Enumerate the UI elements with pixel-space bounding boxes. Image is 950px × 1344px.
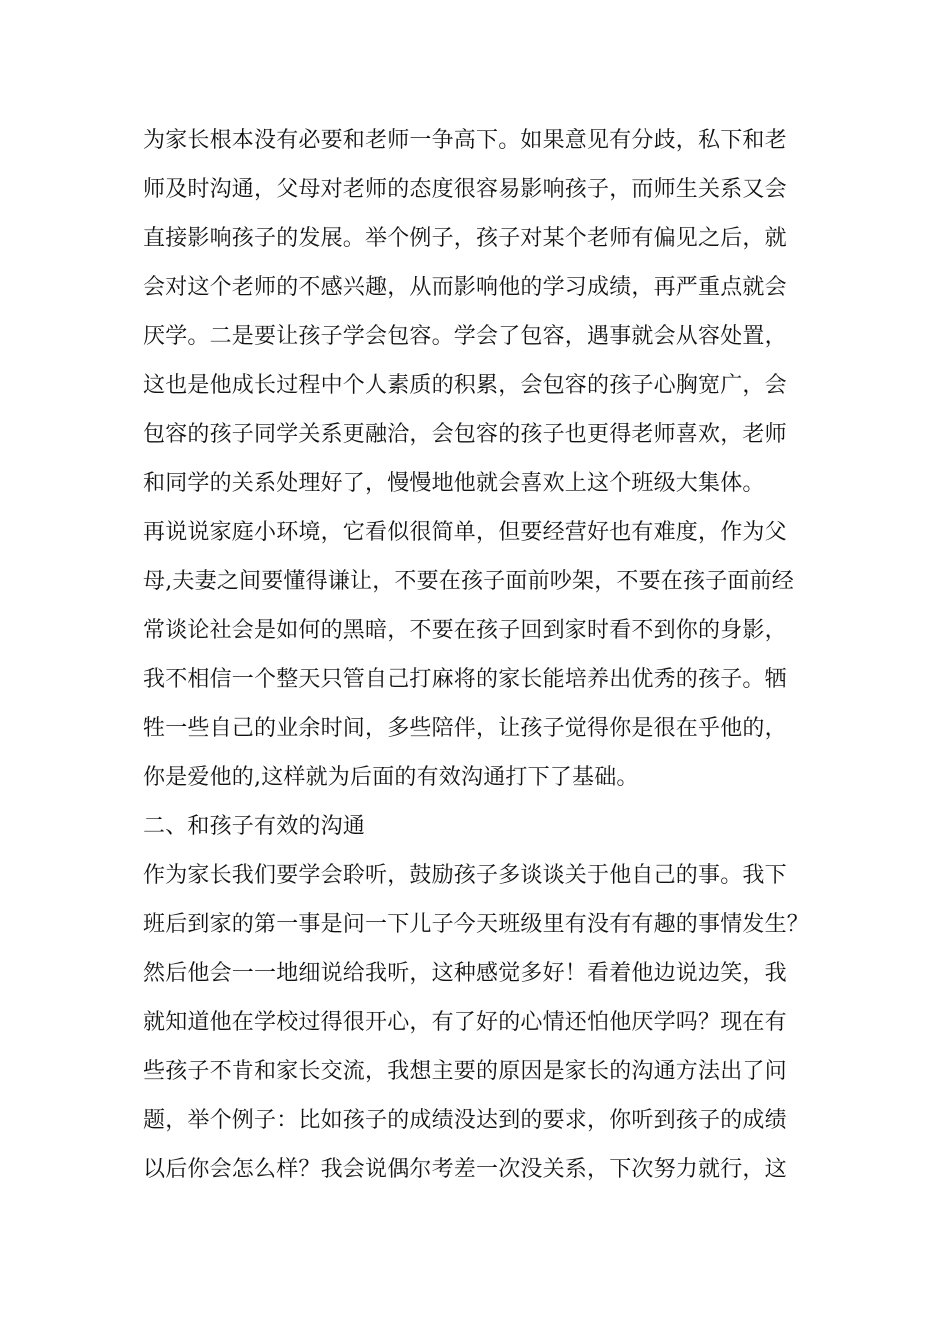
text-line: 以后你会怎么样？我会说偶尔考差一次没关系，下次努力就行，这: [143, 1157, 787, 1182]
section-heading: 二、和孩子有效的沟通: [143, 814, 366, 839]
text-line: 这也是他成长过程中个人素质的积累，会包容的孩子心胸宽广，会: [143, 373, 787, 398]
text-line: 些孩子不肯和家长交流，我想主要的原因是家长的沟通方法出了问: [143, 1059, 787, 1084]
text-line: 我不相信一个整天只管自己打麻将的家长能培养出优秀的孩子。牺: [143, 667, 787, 692]
text-line: 师及时沟通，父母对老师的态度很容易影响孩子，而师生关系又会: [143, 177, 787, 202]
text-line: 题，举个例子：比如孩子的成绩没达到的要求，你听到孩子的成绩: [143, 1108, 787, 1133]
text-line: 班后到家的第一事是问一下儿子今天班级里有没有有趣的事情发生？: [143, 912, 810, 937]
text-line: 然后他会一一地细说给我听，这种感觉多好！看着他边说边笑，我: [143, 961, 787, 986]
text-line: 常谈论社会是如何的黑暗，不要在孩子回到家时看不到你的身影，: [143, 618, 787, 643]
text-line: 会对这个老师的不感兴趣，从而影响他的学习成绩，再严重点就会: [143, 275, 787, 300]
text-line: 再说说家庭小环境，它看似很简单，但要经营好也有难度，作为父: [143, 520, 787, 545]
text-line: 包容的孩子同学关系更融洽，会包容的孩子也更得老师喜欢，老师: [143, 422, 787, 447]
text-line: 直接影响孩子的发展。举个例子，孩子对某个老师有偏见之后，就: [143, 226, 787, 251]
text-line: 厌学。二是要让孩子学会包容。学会了包容，遇事就会从容处置，: [143, 324, 787, 349]
text-line: 和同学的关系处理好了，慢慢地他就会喜欢上这个班级大集体。: [143, 471, 765, 496]
text-line: 就知道他在学校过得很开心，有了好的心情还怕他厌学吗？现在有: [143, 1010, 787, 1035]
text-line: 牲一些自己的业余时间，多些陪伴，让孩子觉得你是很在乎他的，: [143, 716, 787, 741]
text-line: 母,夫妻之间要懂得谦让，不要在孩子面前吵架，不要在孩子面前经: [143, 569, 794, 594]
text-line: 你是爱他的,这样就为后面的有效沟通打下了基础。: [143, 765, 639, 790]
text-line: 作为家长我们要学会聆听，鼓励孩子多谈谈关于他自己的事。我下: [143, 863, 787, 888]
text-line: 为家长根本没有必要和老师一争高下。如果意见有分歧，私下和老: [143, 128, 787, 153]
